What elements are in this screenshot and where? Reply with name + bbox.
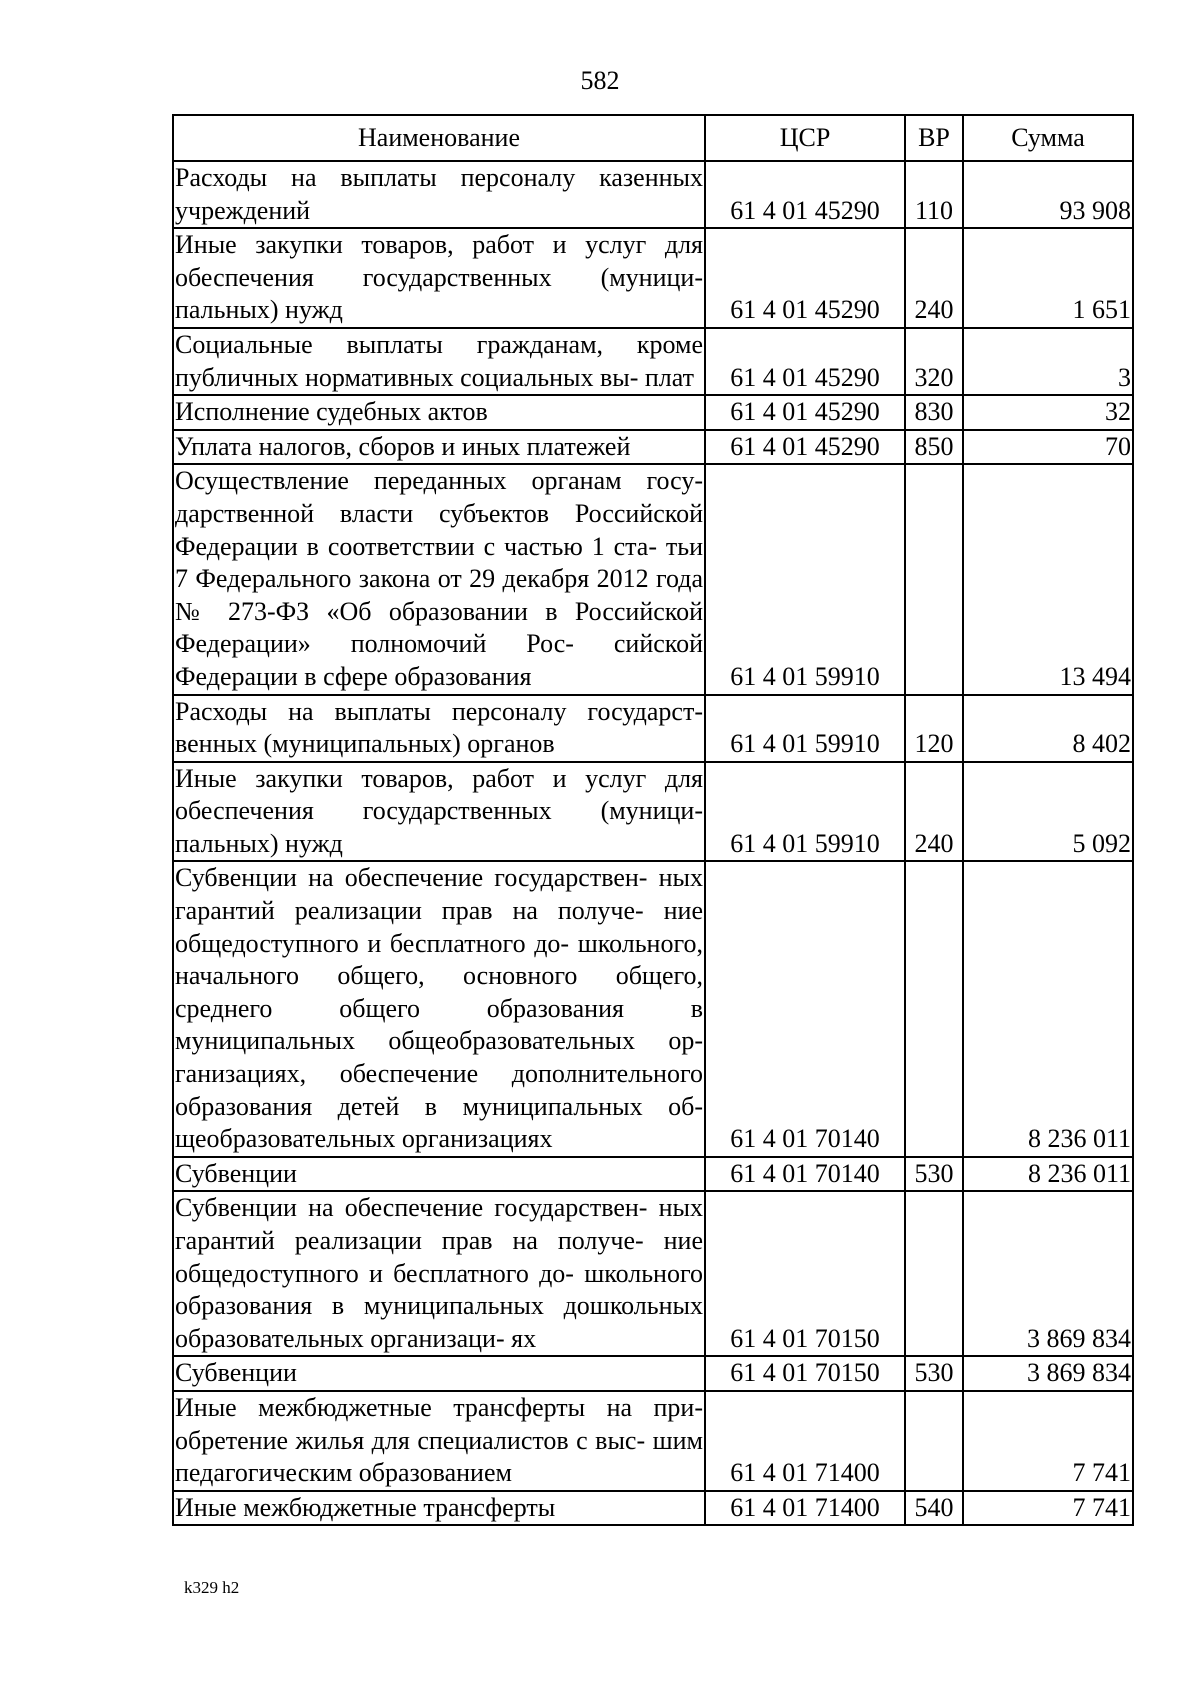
row-name-cell — [173, 430, 705, 465]
row-sum-cell: 8 236 011 — [963, 861, 1133, 1156]
table-row — [173, 861, 1133, 1156]
row-name-line: плат — [644, 362, 694, 392]
row-vr-cell — [905, 464, 963, 694]
row-csr-cell: 61 4 01 59910 — [705, 762, 905, 862]
row-name-line: муниципальных общеобразовательных ор- — [175, 1026, 703, 1056]
table-row — [173, 1356, 1133, 1391]
row-sum-cell: 32 — [963, 395, 1133, 430]
row-vr-cell — [905, 861, 963, 1156]
row-name-line: Расходы на выплаты персоналу казенных — [175, 163, 703, 192]
row-name-line: Субвенции на обеспечение государствен- — [175, 863, 648, 893]
row-sum-cell: 1 651 — [963, 228, 1133, 328]
row-name-line: Иные закупки товаров, работ и услуг для — [175, 763, 703, 793]
table-row — [173, 430, 1133, 465]
row-name-line: Российской Федерации» полномочий Рос- — [175, 596, 703, 659]
table-row — [173, 1391, 1133, 1491]
header-vr: ВР — [905, 115, 963, 161]
row-sum-cell: 8 402 — [963, 695, 1133, 762]
row-vr-cell: 530 — [905, 1356, 963, 1391]
header-csr: ЦСР — [705, 115, 905, 161]
row-name-cell — [173, 1191, 705, 1356]
row-name-line: ных гарантий реализации прав на получе- — [175, 863, 704, 926]
row-name-line: сийской Федерации в сфере образования — [175, 629, 703, 691]
row-sum-cell: 8 236 011 — [963, 1157, 1133, 1192]
row-vr-cell — [905, 1191, 963, 1356]
page-number: 582 — [580, 66, 620, 95]
row-name-line: дарственной власти субъектов Российской — [175, 498, 703, 528]
row-name-line: Расходы на выплаты персоналу государст- — [175, 696, 703, 726]
row-vr-cell: 240 — [905, 228, 963, 328]
table-row — [173, 161, 1133, 228]
budget-table — [172, 114, 1134, 1526]
row-csr-cell: 61 4 01 45290 — [705, 328, 905, 395]
row-name-line: Осуществление переданных органам госу- — [175, 466, 703, 496]
row-name-line: Иные межбюджетные трансферты на при- — [175, 1392, 703, 1422]
row-sum-cell: 93 908 — [963, 161, 1133, 228]
row-vr-cell: 850 — [905, 430, 963, 465]
row-csr-cell: 61 4 01 70140 — [705, 1157, 905, 1192]
row-name-line: обретение жилья для специалистов с выс- — [175, 1425, 646, 1455]
row-csr-cell: 61 4 01 71400 — [705, 1391, 905, 1491]
row-name-cell — [173, 762, 705, 862]
row-name-line: Социальные выплаты гражданам, кроме — [175, 329, 703, 359]
table-row — [173, 228, 1133, 328]
row-csr-cell: 61 4 01 45290 — [705, 395, 905, 430]
row-csr-cell: 61 4 01 45290 — [705, 430, 905, 465]
row-name-line: школьного, начального общего, основного — [175, 928, 703, 991]
table-row — [173, 464, 1133, 694]
table-row — [173, 762, 1133, 862]
table-row — [173, 328, 1133, 395]
table-header-row — [173, 115, 1133, 161]
row-vr-cell: 320 — [905, 328, 963, 395]
row-name-line: тьи 7 Федерального закона от 29 декабря — [175, 531, 703, 594]
row-name-cell — [173, 328, 705, 395]
row-name-line: щеобразовательных организациях — [175, 1124, 553, 1154]
row-name-line: ганизациях, обеспечение дополнительного — [175, 1059, 703, 1089]
row-name-cell — [173, 861, 705, 1156]
row-csr-cell: 61 4 01 71400 — [705, 1491, 905, 1526]
table-row — [173, 1191, 1133, 1356]
row-csr-cell: 61 4 01 70150 — [705, 1356, 905, 1391]
row-name-line: публичных нормативных социальных вы- — [175, 362, 639, 392]
row-name-line: 2012 года № 273-ФЗ «Об образовании в — [175, 564, 703, 626]
row-name-line: Субвенции — [175, 1158, 297, 1188]
footer-code: k329 h2 — [184, 1578, 240, 1597]
header-name: Наименование — [173, 115, 705, 161]
row-name-cell — [173, 1491, 705, 1526]
row-name-line: обеспечения государственных (муници- — [175, 262, 703, 292]
row-name-line: пальных) нужд — [175, 828, 343, 858]
row-vr-cell: 110 — [905, 161, 963, 228]
row-name-cell — [173, 395, 705, 430]
row-sum-cell: 3 — [963, 328, 1133, 395]
row-vr-cell: 120 — [905, 695, 963, 762]
table-row — [173, 395, 1133, 430]
row-name-line: образования детей в муниципальных об- — [175, 1091, 703, 1121]
row-name-cell — [173, 1356, 705, 1391]
row-sum-cell: 3 869 834 — [963, 1356, 1133, 1391]
row-name-line: Субвенции — [175, 1358, 297, 1388]
row-name-cell — [173, 228, 705, 328]
row-name-line: ние общедоступного и бесплатного до- — [175, 896, 704, 958]
row-vr-cell: 240 — [905, 762, 963, 862]
row-sum-cell: 5 092 — [963, 762, 1133, 862]
row-vr-cell — [905, 1391, 963, 1491]
row-name-line: Уплата налогов, сборов и иных платежей — [175, 431, 631, 461]
row-csr-cell: 61 4 01 59910 — [705, 695, 905, 762]
row-name-line: ях — [511, 1323, 537, 1353]
row-vr-cell: 530 — [905, 1157, 963, 1192]
table-row — [173, 695, 1133, 762]
row-vr-cell: 540 — [905, 1491, 963, 1526]
row-name-cell — [173, 695, 705, 762]
table-body — [173, 161, 1133, 1525]
row-name-line: общего, среднего общего образования в — [175, 961, 704, 1023]
row-sum-cell: 13 494 — [963, 464, 1133, 694]
row-name-line: обеспечения государственных (муници- — [175, 796, 703, 826]
row-name-line: школьного образования в муниципальных — [175, 1258, 703, 1321]
row-name-line: венных (муниципальных) органов — [175, 729, 555, 759]
row-name-line: Исполнение судебных актов — [175, 397, 488, 427]
row-name-cell — [173, 161, 705, 228]
row-csr-cell: 61 4 01 45290 — [705, 228, 905, 328]
row-csr-cell: 61 4 01 59910 — [705, 464, 905, 694]
row-name-line: дошкольных образовательных организаци- — [175, 1291, 704, 1353]
row-name-cell — [173, 464, 705, 694]
row-name-line: Федерации в соответствии с частью 1 ста- — [175, 531, 657, 561]
row-vr-cell: 830 — [905, 395, 963, 430]
table-row — [173, 1491, 1133, 1526]
row-sum-cell: 3 869 834 — [963, 1191, 1133, 1356]
row-csr-cell: 61 4 01 70150 — [705, 1191, 905, 1356]
row-sum-cell: 70 — [963, 430, 1133, 465]
table-row — [173, 1157, 1133, 1192]
row-name-cell — [173, 1157, 705, 1192]
row-name-line: Иные закупки товаров, работ и услуг для — [175, 230, 703, 260]
row-name-line: учреждений — [175, 195, 311, 225]
row-name-line: ных гарантий реализации прав на получе- — [175, 1193, 704, 1255]
header-sum: Сумма — [963, 115, 1133, 161]
row-name-line: ние общедоступного и бесплатного до- — [175, 1226, 704, 1288]
row-name-line: шим педагогическим образованием — [175, 1425, 704, 1488]
row-name-line: Иные межбюджетные трансферты — [175, 1492, 556, 1522]
row-name-line: пальных) нужд — [175, 295, 343, 325]
row-name-line: Субвенции на обеспечение государствен- — [175, 1193, 648, 1223]
row-sum-cell: 7 741 — [963, 1391, 1133, 1491]
row-name-cell — [173, 1391, 705, 1491]
row-csr-cell: 61 4 01 45290 — [705, 161, 905, 228]
row-sum-cell: 7 741 — [963, 1491, 1133, 1526]
row-csr-cell: 61 4 01 70140 — [705, 861, 905, 1156]
